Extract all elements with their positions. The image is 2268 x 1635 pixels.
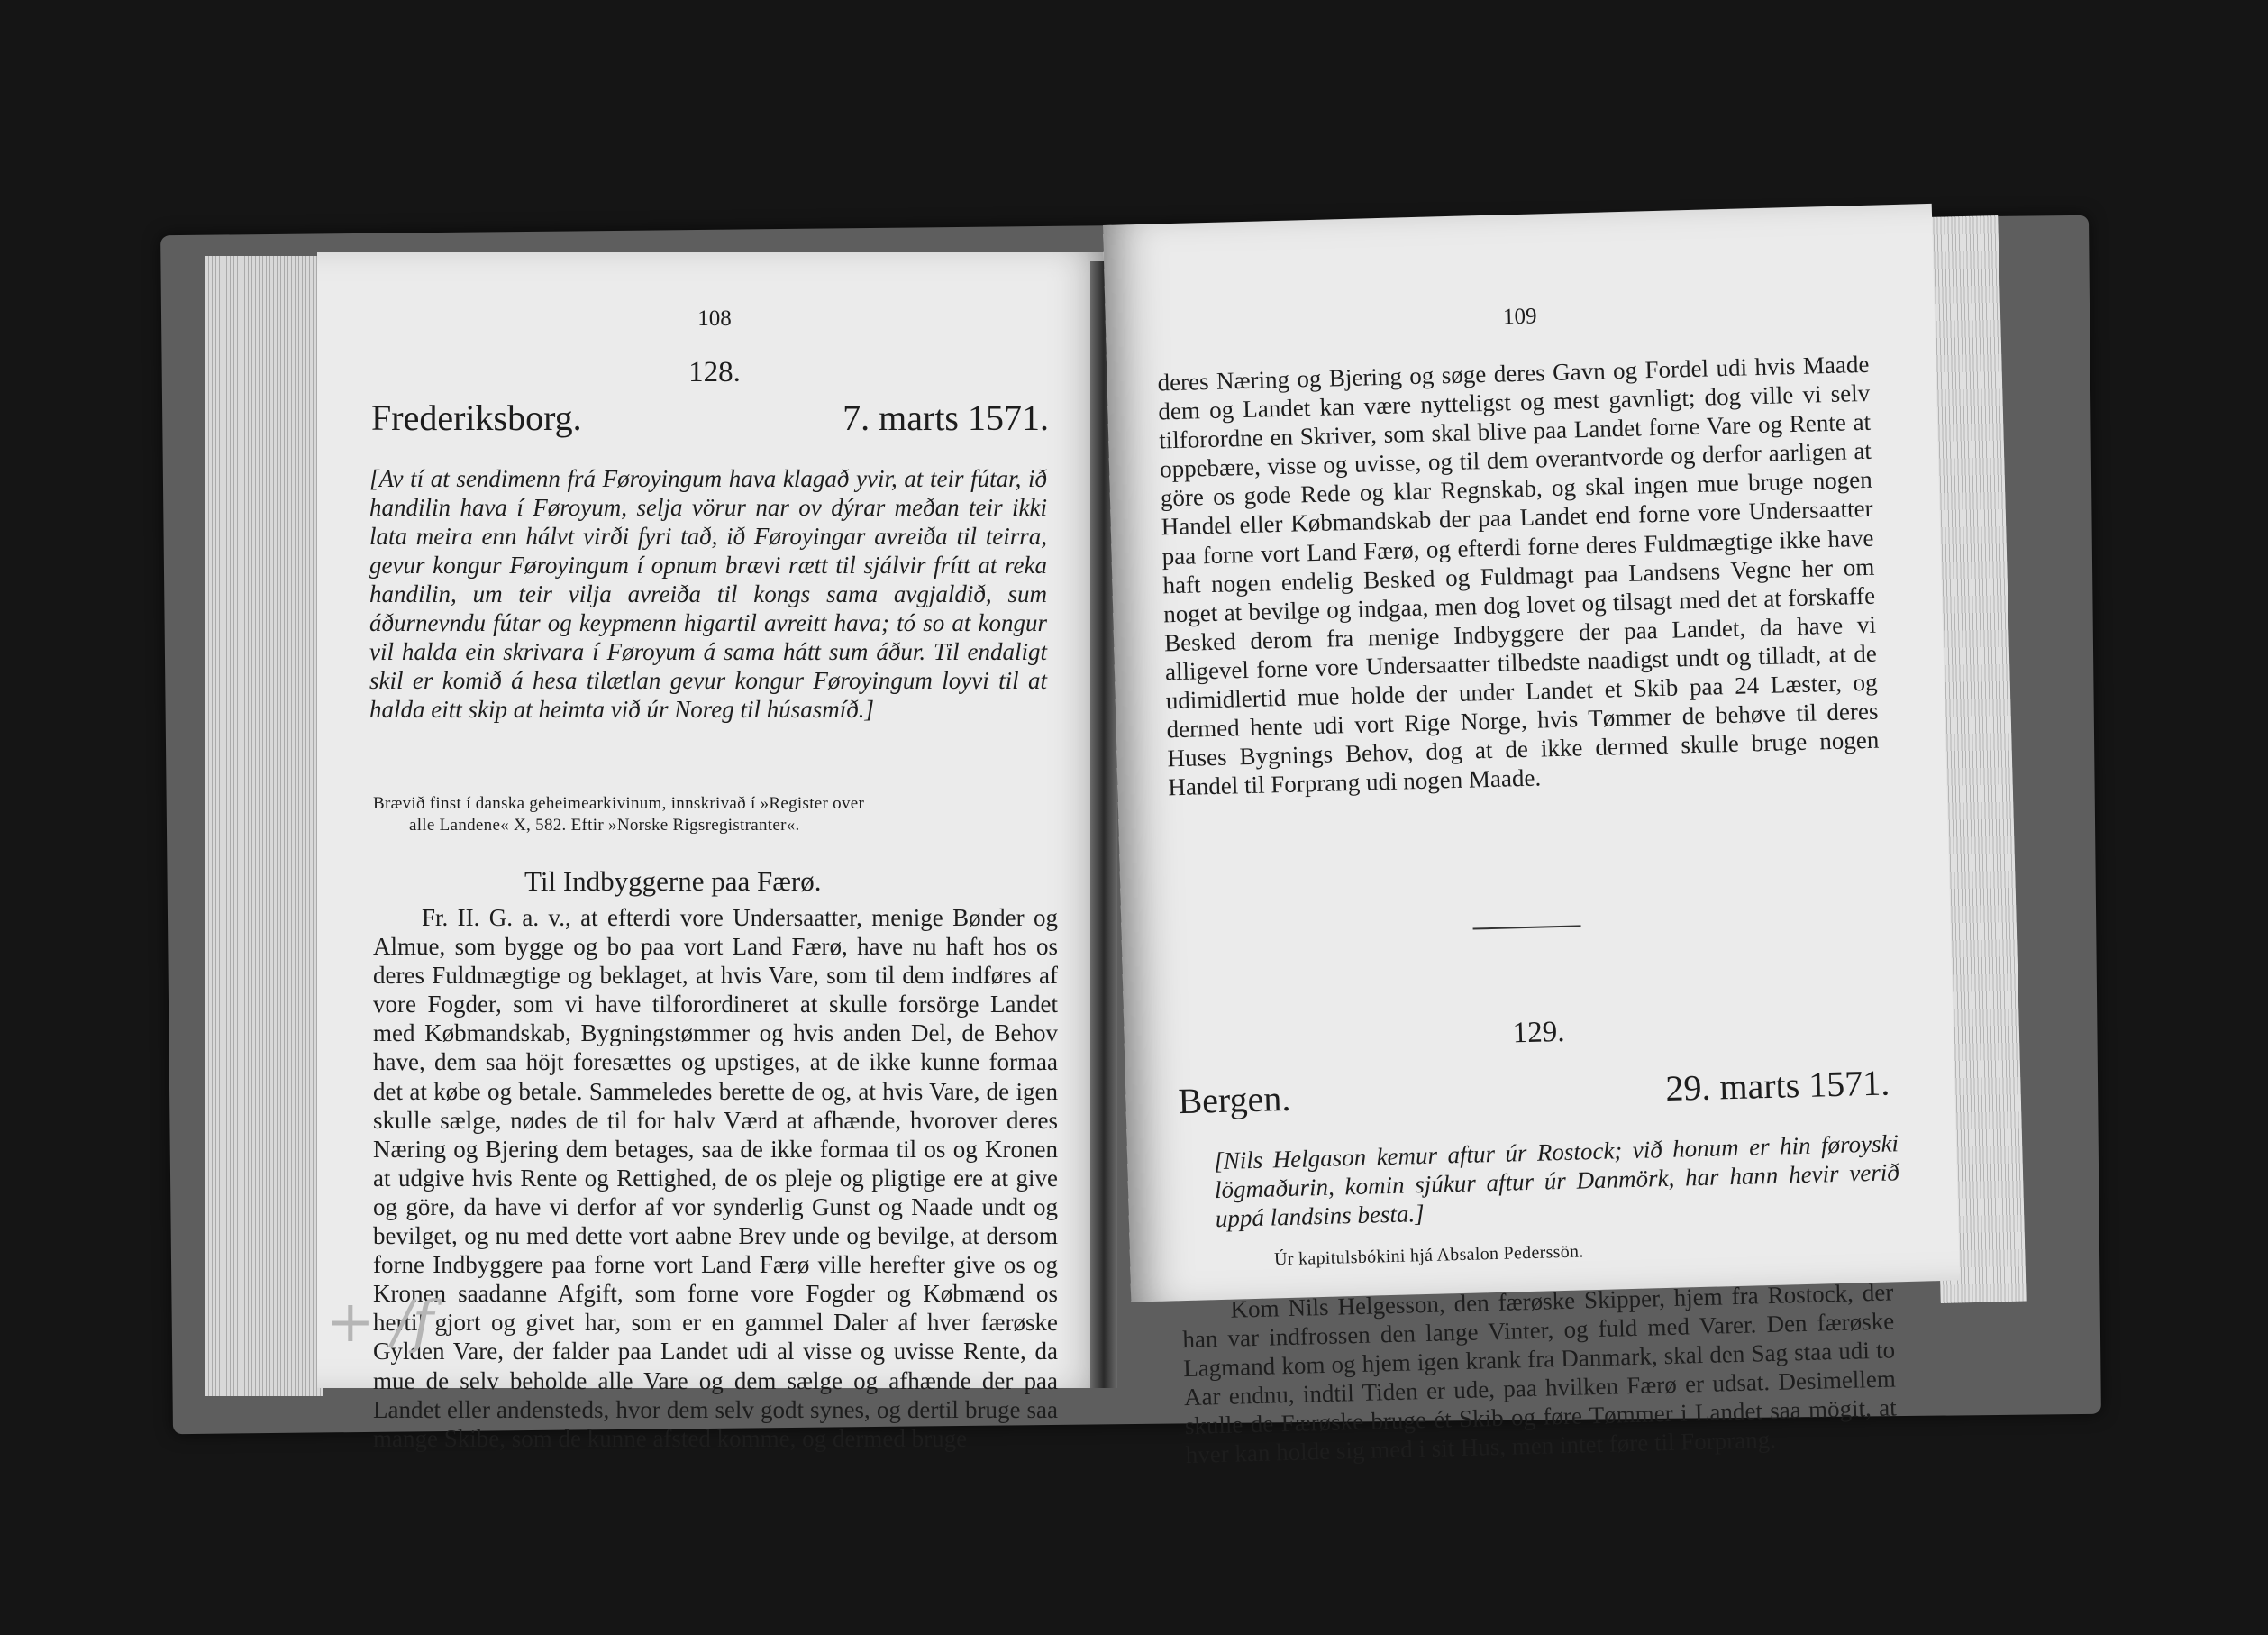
margin-pencil-mark: + /f: [326, 1289, 434, 1356]
letter-body: [373, 903, 1058, 1453]
entry-body: [1181, 1277, 1898, 1469]
document-number: 129.: [1512, 1015, 1565, 1050]
document-date: 29. marts 1571.: [1664, 1062, 1890, 1109]
source-line: alle Landene« X, 582. Eftir »Norske Rigsregistranter«.: [409, 816, 800, 835]
document-summary: [1214, 1128, 1900, 1233]
source-note: [373, 793, 1058, 836]
letter-heading: Til Indbyggerne paa Færø.: [524, 865, 822, 897]
source-note: Úr kapitulsbókini hjá Absalon Pederssön.: [1273, 1241, 1584, 1270]
document-place: Bergen.: [1177, 1077, 1291, 1122]
section-divider: [1473, 925, 1581, 929]
body-text: deres Næring og Bjering og søge deres Gavn og Fordel udi hvis Maade dem og Landet kan være nytteligst og mest gavnligt; dog ville vi selv tilforordne en Skriver, som skal blive paa Landet forne Vare og Rente at oppebære, visse og uvisse, og til dem overantvorde og derfor aarligen at göre os gode Rede og klar Regnskab, og skal ingen mue bruge nogen Handel eller Købmandskab der paa Landet end forne vore Undersaatter paa forne vort Land Færø, og efterdi forne deres Fuldmægtige ikke have haft nogen endelig Besked og Fuldmagt paa Landsens Vegne her om noget at bevilge og indgaa, men dog lovet og tilsagt med det at forskaffe Besked derom fra menige Indbyggere der paa Landet, da have vi alligevel forne vore Undersaatter tilbedste naadigst undt og tilladt, at de udimidlertid mue holde der under Landet et Skib paa 24 Læster, og dermed hente udi vort Rige Norge, hvis Tømmer de behøve til deres Huses Bygnings Behov, dog at de ikke dermed skulle bruge nogen Handel til Forprang udi nogen Maade.: [1157, 350, 1880, 801]
document-place: Frederiksborg.: [371, 397, 582, 438]
letter-body-continued: [1157, 350, 1880, 802]
document-number: 128.: [688, 356, 741, 388]
source-line: Brævið finst í danska geheimearkivinum, innskrivað í »Register over: [373, 794, 865, 813]
summary-text: [Nils Helgason kemur aftur úr Rostock; við honum er hin føroyski lögmaðurin, komin sjúkur aftur úr Danmörk, har hann hevir verið uppá landsins besta.]: [1213, 1129, 1900, 1233]
page-number: 109: [1502, 304, 1537, 330]
page-edges-left: [205, 256, 323, 1396]
body-text: Kom Nils Helgesson, den færøske Skipper, hjem fra Rostock, der han var indfrossen den lange Vinter, og fuld med Varer. Den færøske Lagmand kom og hjem igen krank fra Danmark, skal den Sag staa udi to Aar endnu, indtil Tiden er ude, paa hvilken Færø er udsat. Desimellem skulle de Færøske bruge ét Skib og føre Tømmer i Landet saa mögit, at hver kan holde sig med i sit Hus, men intet føre til Forprang.: [1181, 1278, 1898, 1469]
summary-text: [Av tí at sendimenn frá Føroyingum hava klagað yvir, at teir fútar, ið handilin hava í Føroyum, selja vörur nar ov dýrar meðan teir ikki lata meira enn hálvt virði fyri tað, ið Føroyingar avreiða til teirra, gevur kongur Føroyingum í opnum brævi rætt til sjálvir frítt at reka handilin, um teir vilja avreiða til kongs sama avgjaldið, sum áðurnevndu fútar og keypmenn higartil avreitt hava; tó so at kongur vil halda ein skrivara í Føroyum á sama hátt sum áður. Til endaligt skil er komið á hesa tilætlan gevur kongur Føroyingum loyvi til at halda eitt skip at heimta við úr Noreg til húsasmíð.]: [369, 465, 1047, 723]
document-summary: [369, 464, 1047, 724]
right-page: [1103, 204, 1960, 1469]
left-page: [317, 252, 1112, 1452]
document-date: 7. marts 1571.: [843, 397, 1049, 438]
page-number: 108: [697, 306, 732, 331]
body-text: Fr. II. G. a. v., at efterdi vore Undersaatter, menige Bønder og Almue, som bygge og bo paa vort Land Færø, have nu haft hos os deres Fuldmægtige og beklaget, at hvis Vare, som til dem indføres af vore Fogder, som vi have tilforordineret at skulle forsörge Landet med Købmandskab, Bygningstømmer og hvis anden Del, de Behov have, dem saa höjt foresættes og upstiges, at de ikke kunne formaa det at købe og betale. Sammeledes berette de og, at hvis Vare, de igen skulle sælge, nødes de til for halv Værd at afhænde, hvorover deres Næring og Bjering dem betages, saa de ikke formaa til os og Kronen at udgive hvis Rente og Rettighed, de os pleje og pligtige ere at give og göre, da have vi derfor af vor synderlig Gunst og Naade undt og bevilget, og nu med dette vort aabne Brev unde og bevilge, at dersom forne Indbyggere paa forne vort Land Færø ville herefter give os og Kronen saadanne Afgift, som forne vore Fogder og Købmænd os hertil gjort og givet har, som er en gammel Daler af hver færøske Gylden Vare, der falder paa Landet udi al visse og uvisse Rente, da mue de selv beholde alle Vare og dem sælge og afhænde der paa Landet eller andensteds, hvor dem selv godt synes, og dertil bruge saa mange Skibe, som de kunne afsted komme, og dermed bruge: [373, 904, 1058, 1452]
